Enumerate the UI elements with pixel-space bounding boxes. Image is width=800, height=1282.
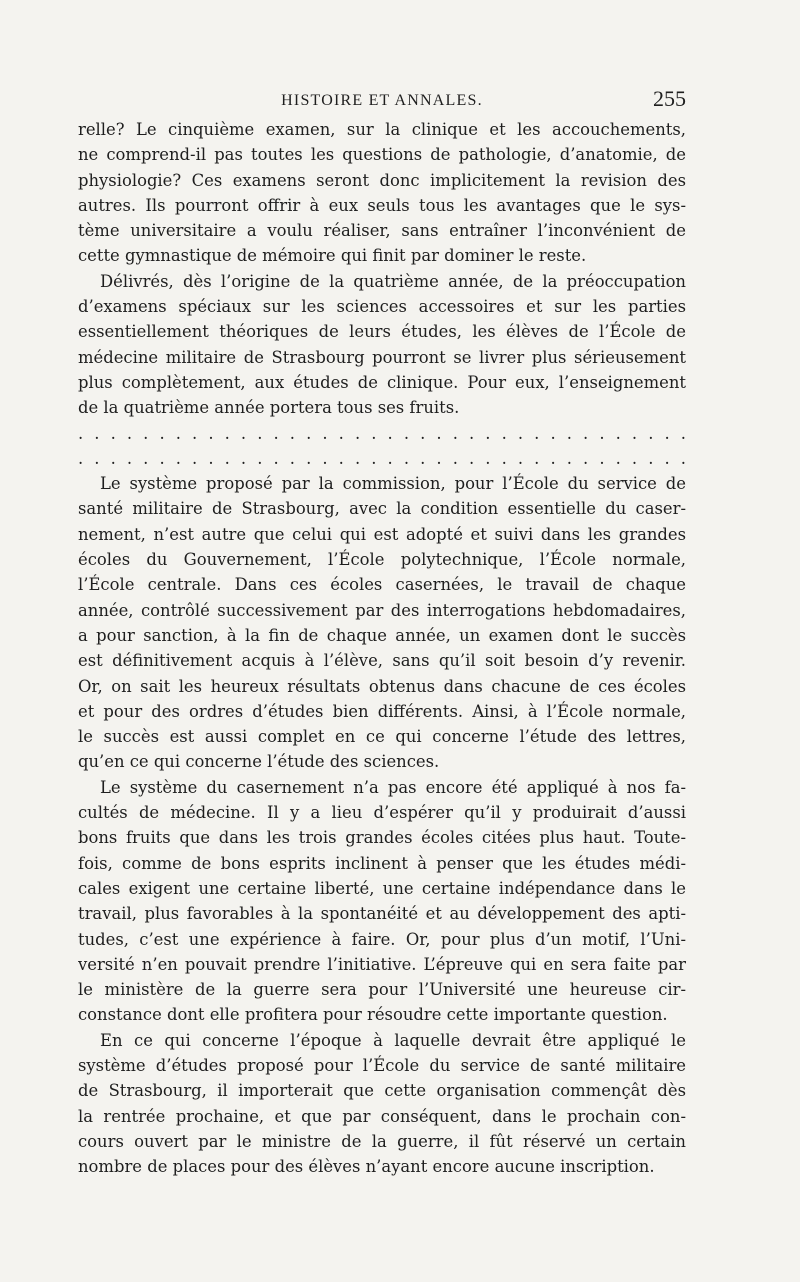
text-line: versité n’en pouvait prendre l’initiative. L’épreuve qui en sera faite par [78,954,686,974]
running-head [78,86,686,112]
dot-leader-line: . . . . . . . . . . . . . . . . . . . . . . . . . . . . . . . . . . . . . . [78,448,686,468]
text-line: plus complètement, aux études de clinique. Pour eux, l’enseignement [78,372,686,392]
text-line: cales exigent une certaine liberté, une certaine indépendance dans le [78,878,686,898]
text-line: travail, plus favorables à la spontanéité et au développement des apti- [78,904,686,924]
text-line: nombre de places pour des élèves n’ayant encore aucune inscription. [78,1157,655,1177]
text-line: est définitivement acquis à l’élève, sans qu’il soit besoin d’y revenir. [78,651,686,671]
paragraph [78,775,686,1028]
text-line: de la quatrième année portera tous ses fruits. [78,398,460,418]
text-line: qu’en ce qui concerne l’étude des sciences. [78,752,440,772]
text-line: de Strasbourg, il importerait que cette organisation commençât dès [78,1081,686,1101]
text-line: cette gymnastique de mémoire qui finit par dominer le reste. [78,246,587,266]
text-line: la rentrée prochaine, et que par conséquent, dans le prochain con- [78,1106,686,1126]
text-line: d’examens spéciaux sur les sciences accessoires et sur les parties [78,297,686,317]
paragraph [78,1028,686,1180]
text-line: En ce qui concerne l’époque à laquelle devrait être appliqué le [100,1030,686,1050]
text-line: Or, on sait les heureux résultats obtenus dans chacune de ces écoles [78,676,686,696]
text-line: Le système du casernement n’a pas encore été appliqué à nos fa- [100,777,686,797]
running-title: HISTOIRE ET ANNALES. [281,92,483,109]
paragraph [78,269,686,421]
text-line: système d’études proposé pour l’École du service de santé militaire [78,1055,686,1075]
text-line: fois, comme de bons esprits inclinent à penser que les études médi- [78,853,686,873]
dot-leader-line: . . . . . . . . . . . . . . . . . . . . . . . . . . . . . . . . . . . . . . [78,423,686,443]
text-line: le succès est aussi complet en ce qui concerne l’étude des lettres, [78,727,686,747]
text-line: a pour sanction, à la fin de chaque année, un examen dont le succès [78,625,686,645]
text-line: physiologie? Ces examens seront donc implicitement la revision des [78,170,686,190]
text-line: tème universitaire a voulu réaliser, sans entraîner l’inconvénient de [78,221,686,241]
page-number: 255 [653,86,686,111]
text-line: Délivrés, dès l’origine de la quatrième année, de la préoccupation [100,271,686,291]
text-line: cours ouvert par le ministre de la guerre, il fût réservé un certain [78,1131,686,1151]
text-line: médecine militaire de Strasbourg pourront se livrer plus sérieusement [78,347,686,367]
text-line: écoles du Gouvernement, l’École polytechnique, l’École normale, [78,550,686,570]
text-line: bons fruits que dans les trois grandes écoles citées plus haut. Toute- [78,828,686,848]
text-line: Le système proposé par la commission, pour l’École du service de [100,474,686,494]
text-line: tudes, c’est une expérience à faire. Or, pour plus d’un motif, l’Uni- [78,929,686,949]
text-line: année, contrôlé successivement par des interrogations hebdomadaires, [78,600,686,620]
ellipsis-separator [78,421,686,472]
text-line: essentiellement théoriques de leurs études, les élèves de l’École de [78,322,686,342]
text-line: constance dont elle profitera pour résoudre cette importante question. [78,1005,668,1025]
body-text [78,117,686,1179]
text-line: santé militaire de Strasbourg, avec la condition essentielle du caser- [78,499,686,519]
paragraph [78,471,686,775]
text-line: cultés de médecine. Il y a lieu d’espérer qu’il y produirait d’aussi [78,803,686,823]
text-line: autres. Ils pourront offrir à eux seuls tous les avantages que le sys- [78,195,686,215]
text-line: nement, n’est autre que celui qui est adopté et suivi dans les grandes [78,524,686,544]
text-line: et pour des ordres d’études bien différents. Ainsi, à l’École normale, [78,701,686,721]
paragraph [78,117,686,269]
text-line: relle? Le cinquième examen, sur la clinique et les accouchements, [78,120,686,139]
text-line: le ministère de la guerre sera pour l’Université une heureuse cir- [78,980,686,1000]
text-line: ne comprend-il pas toutes les questions de pathologie, d’anatomie, de [78,145,686,165]
text-line: l’École centrale. Dans ces écoles casernées, le travail de chaque [78,575,686,595]
